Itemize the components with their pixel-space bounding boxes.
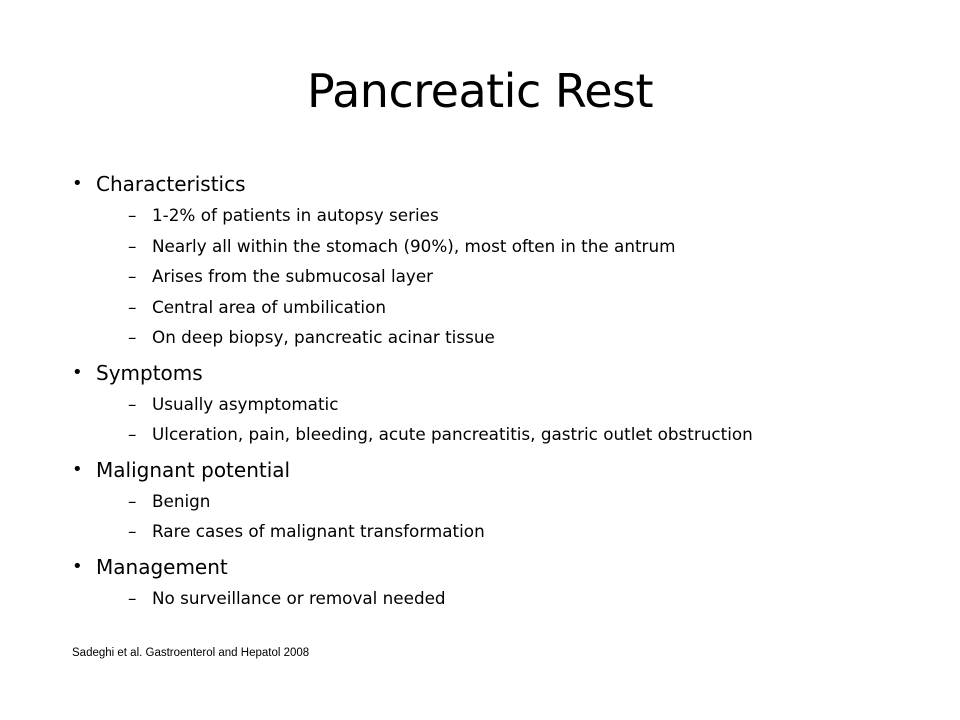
- sub-bullet: [72, 389, 942, 420]
- sub-bullet-text: Benign: [152, 490, 211, 511]
- section-malignant-potential: [72, 454, 942, 547]
- dash-icon: –: [128, 327, 137, 347]
- sub-bullet: [72, 200, 942, 231]
- dash-icon: –: [128, 424, 137, 444]
- bullet-heading: [72, 454, 942, 486]
- sub-bullet-text: Ulceration, pain, bleeding, acute pancreatitis, gastric outlet obstruction: [152, 424, 753, 444]
- dash-icon: –: [128, 205, 137, 225]
- bullet-icon: •: [72, 361, 83, 383]
- heading-text: Malignant potential: [96, 457, 291, 482]
- dash-icon: –: [128, 235, 137, 256]
- heading-text: Management: [96, 554, 228, 579]
- sub-bullet: [72, 583, 942, 614]
- dash-icon: –: [128, 521, 137, 541]
- section-management: [72, 551, 942, 614]
- dash-icon: –: [128, 296, 137, 317]
- sub-bullet-text: Central area of umbilication: [152, 296, 386, 317]
- sub-bullet-text: Usually asymptomatic: [152, 393, 339, 414]
- sub-bullet-text: 1-2% of patients in autopsy series: [152, 205, 439, 225]
- heading-text: Symptoms: [96, 360, 203, 385]
- sub-bullet-text: Arises from the submucosal layer: [152, 266, 434, 286]
- bullet-icon: •: [72, 458, 83, 480]
- section-characteristics: [72, 168, 942, 353]
- bullet-heading: [72, 168, 942, 200]
- sub-bullet: [72, 419, 942, 450]
- dash-icon: –: [128, 393, 137, 414]
- slide-content: [72, 168, 942, 617]
- dash-icon: –: [128, 266, 137, 286]
- sub-bullet: [72, 292, 942, 323]
- section-symptoms: [72, 357, 942, 450]
- sub-bullet: [72, 322, 942, 353]
- bullet-heading: [72, 551, 942, 583]
- sub-bullet-text: No surveillance or removal needed: [152, 587, 446, 608]
- sub-bullet-text: Rare cases of malignant transformation: [152, 521, 485, 541]
- sub-bullet: [72, 516, 942, 547]
- dash-icon: –: [128, 587, 137, 608]
- dash-icon: –: [128, 490, 137, 511]
- sub-bullet: [72, 486, 942, 517]
- citation: Sadeghi et al. Gastroenterol and Hepatol 2008: [72, 647, 310, 659]
- bullet-heading: [72, 357, 942, 389]
- heading-text: Characteristics: [96, 172, 246, 196]
- slide-title: Pancreatic Rest: [306, 64, 654, 118]
- sub-bullet-text: Nearly all within the stomach (90%), most often in the antrum: [152, 235, 676, 256]
- sub-bullet-text: On deep biopsy, pancreatic acinar tissue: [152, 327, 495, 347]
- sub-bullet: [72, 261, 942, 292]
- bullet-icon: •: [72, 555, 83, 577]
- sub-bullet: [72, 231, 942, 262]
- bullet-icon: •: [72, 173, 83, 194]
